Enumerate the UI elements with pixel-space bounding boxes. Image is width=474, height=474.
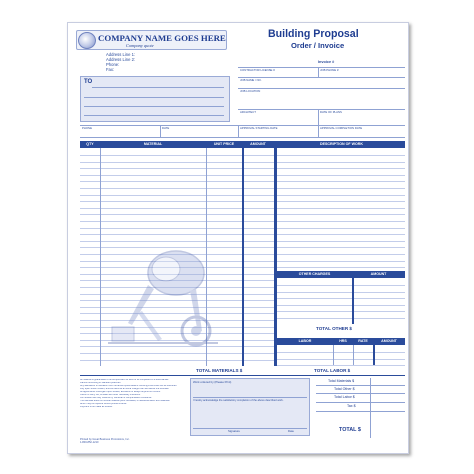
table-row-rule	[80, 221, 274, 222]
address-line-1: Address Line 1:	[106, 52, 136, 57]
phone-label: PHONE	[82, 126, 92, 130]
terms-list	[80, 379, 184, 409]
table-row-rule	[277, 168, 405, 169]
table-row-rule	[80, 175, 274, 176]
col-amount: AMOUNT	[242, 141, 274, 148]
company-address	[106, 52, 135, 72]
total-labor-label: TOTAL LABOR $	[314, 368, 351, 373]
term-line: Any alterations or deviation from the above specifications involving extra costs will be executed	[80, 385, 177, 387]
table-row-rule	[277, 365, 405, 366]
table-row-rule	[277, 162, 405, 163]
term-line: only upon written orders, and will become an extra charge over and above the estimate.	[80, 388, 170, 390]
col-labor-amount: AMOUNT	[373, 338, 405, 345]
col-rate: RATE	[353, 338, 373, 345]
col-labor: LABOR	[277, 338, 333, 345]
term-line: The estimate does not include material price increases, or additional labor and materials	[80, 400, 170, 402]
company-quote: Company quote	[126, 43, 154, 48]
table-row-rule	[277, 234, 405, 235]
footer-total-other: Total Other $	[334, 387, 355, 391]
table-row-rule	[277, 261, 405, 262]
table-row-rule	[277, 352, 405, 353]
to-label: TO	[84, 79, 93, 85]
company-logo-icon	[78, 32, 96, 49]
table-row-rule	[80, 195, 274, 196]
table-row-rule	[277, 201, 405, 202]
table-row-rule	[80, 168, 274, 169]
total-materials-label: TOTAL MATERIALS $	[196, 368, 243, 373]
col-other-charges: OTHER CHARGES	[277, 271, 352, 278]
date-of-plans-label: DATE OF PLANS	[320, 110, 342, 114]
term-line: All material is guaranteed to be as specified. All work to be completed in a workmanlike	[80, 379, 169, 381]
col-qty: QTY	[80, 141, 100, 148]
table-row-rule	[277, 359, 405, 360]
cement-mixer-icon	[98, 223, 228, 353]
term-line: All agreements contingent upon strikes, accidents or delays beyond our control.	[80, 391, 161, 393]
term-line: which may be required should problems arise.	[80, 403, 127, 405]
invoice-number-label: Invoice #	[318, 60, 335, 64]
col-hrs: HRS	[333, 338, 353, 345]
table-row-rule	[277, 241, 405, 242]
printer-credit: Printed by Great Business Promotions, Inc.	[80, 438, 130, 441]
architect-label: ARCHITECT	[240, 110, 257, 114]
footer-total-labor: Total Labor $	[334, 395, 355, 399]
term-line: Owner to carry fire, tornado and other necessary insurance.	[80, 394, 141, 396]
table-row-rule	[277, 208, 405, 209]
term-line: Our workers are fully covered by Workman's Compensation Insurance.	[80, 397, 152, 399]
job-name-label: JOB NAME / NO.	[240, 78, 262, 82]
acknowledge-text: I hereby acknowledge the satisfactory completion of the above described work.	[193, 399, 284, 402]
table-row-rule	[80, 353, 274, 354]
footer-total-materials: Total Materials $	[328, 379, 355, 383]
table-row-rule	[80, 181, 274, 182]
table-row-rule	[277, 311, 405, 312]
contractor-license-label: CONTRACTOR LICENSE #	[240, 68, 275, 72]
table-row-rule	[80, 214, 274, 215]
job-location-label: JOB LOCATION	[240, 89, 261, 93]
date-label: DATE	[162, 126, 170, 130]
footer-date-label: Date	[288, 429, 294, 433]
total-other-label: TOTAL OTHER $	[316, 326, 352, 331]
table-row-rule	[277, 247, 405, 248]
table-row-rule	[277, 267, 405, 268]
footer-tax: Tax $	[347, 404, 356, 408]
table-row-rule	[80, 201, 274, 202]
work-ordered-by-label: Work ordered by (Please Print)	[193, 380, 232, 384]
table-row-rule	[277, 305, 405, 306]
table-row-rule	[277, 254, 405, 255]
table-row-rule	[277, 188, 405, 189]
company-name: COMPANY NAME GOES HERE	[98, 33, 226, 43]
table-row-rule	[80, 208, 274, 209]
term-line: Payment to be made as follows:	[80, 406, 113, 408]
table-row-rule	[277, 318, 405, 319]
table-row-rule	[277, 181, 405, 182]
col-material: MATERIAL	[100, 141, 206, 148]
table-row-rule	[277, 214, 405, 215]
col-other-amount: AMOUNT	[352, 271, 405, 278]
table-row-rule	[80, 188, 274, 189]
col-description-of-work: DESCRIPTION OF WORK	[278, 141, 405, 148]
table-row-rule	[277, 292, 405, 293]
table-row-rule	[277, 175, 405, 176]
form-title: Building Proposal	[268, 28, 359, 40]
table-row-rule	[277, 155, 405, 156]
job-phone-label: JOB PHONE #	[320, 68, 339, 72]
table-row-rule	[80, 162, 274, 163]
table-row-rule	[80, 360, 274, 361]
table-row-rule	[80, 155, 274, 156]
table-row-rule	[277, 298, 405, 299]
approval-starting-date-label: APPROVAL STARTING DATE	[240, 126, 278, 130]
printer-phone: 1-800-852-1210	[80, 441, 99, 444]
address-line-2: Address Line 2:	[106, 57, 136, 62]
form-subtitle: Order / Invoice	[291, 41, 345, 50]
col-unit-price: UNIT PRICE	[206, 141, 242, 148]
approval-completion-date-label: APPROVAL COMPLETION DATE	[320, 126, 363, 130]
phone-line: Phone:	[106, 62, 120, 67]
grand-total-label: TOTAL $	[339, 427, 361, 433]
table-row-rule	[277, 228, 405, 229]
proposal-form	[67, 22, 409, 454]
table-row-rule	[277, 195, 405, 196]
fax-line: Fax:	[106, 67, 115, 72]
term-line: manner according to standard practices.	[80, 382, 121, 384]
table-row-rule	[277, 221, 405, 222]
signature-label: Signature	[228, 429, 240, 433]
table-row-rule	[277, 285, 405, 286]
